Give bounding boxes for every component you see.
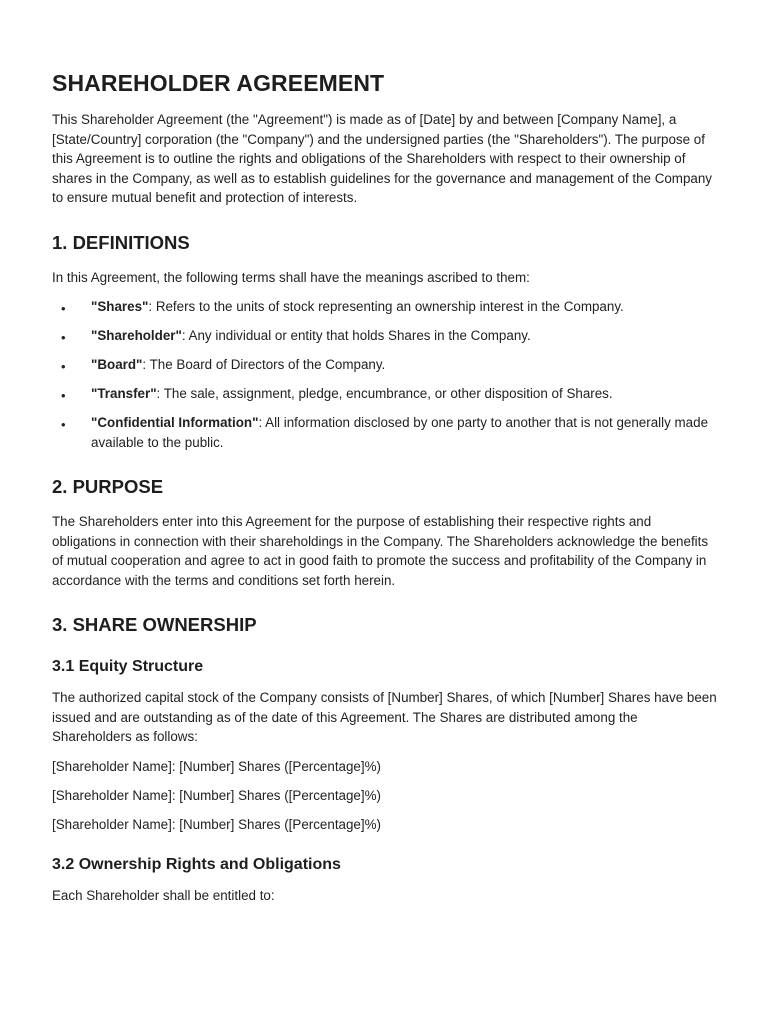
definition-term: "Confidential Information"	[91, 415, 259, 430]
equity-structure-heading: 3.1 Equity Structure	[52, 658, 204, 675]
share-ownership-section	[52, 614, 718, 906]
definitions-section	[52, 232, 718, 453]
definitions-heading: 1. DEFINITIONS	[52, 231, 190, 253]
bullet-icon: •	[61, 417, 66, 432]
bullet-icon: •	[61, 359, 66, 374]
definition-item	[52, 297, 718, 317]
definition-item	[52, 384, 718, 404]
intro-paragraph: This Shareholder Agreement (the "Agreement") is made as of [Date] by and between [Company Name], a [State/Country] corporation (the "Company") and the undersigned parties (the "Shareholders"). The purpose of this Agreement is to outline the rights and obligations of the Shareholders with respect to their ownership of shares in the Company, as well as to establish guidelines for the governance and management of the Company to ensure mutual benefit and protection of interests.	[52, 112, 712, 205]
definition-text: : Refers to the units of stock representing an ownership interest in the Company.	[148, 299, 624, 314]
definition-term: "Shares"	[91, 299, 149, 314]
document-title: SHAREHOLDER AGREEMENT	[52, 70, 385, 96]
ownership-rights-paragraph: Each Shareholder shall be entitled to:	[52, 888, 275, 903]
ownership-rights-heading: 3.2 Ownership Rights and Obligations	[52, 856, 341, 873]
definition-term: "Shareholder"	[91, 328, 182, 343]
bullet-icon: •	[61, 301, 66, 316]
definitions-list	[52, 297, 718, 452]
share-ownership-heading: 3. SHARE OWNERSHIP	[52, 614, 257, 635]
bullet-icon: •	[61, 388, 66, 403]
purpose-section	[52, 476, 718, 590]
definition-term: "Transfer"	[91, 386, 157, 401]
definition-item	[52, 326, 718, 346]
shareholder-line: [Shareholder Name]: [Number] Shares ([Percentage]%)	[52, 758, 381, 774]
equity-structure-subsection	[52, 658, 718, 834]
definition-text: : Any individual or entity that holds Shares in the Company.	[181, 328, 531, 343]
definition-item	[52, 413, 718, 452]
purpose-paragraph: The Shareholders enter into this Agreement for the purpose of establishing their respective rights and obligations in connection with their shareholdings in the Company. The Shareholders acknowledge the benefits of mutual cooperation and agree to act in good faith to promote the success and profitability of the Company in accordance with the terms and conditions set forth herein.	[52, 514, 709, 588]
equity-structure-paragraph: The authorized capital stock of the Company consists of [Number] Shares, of which [Number] Shares have been issued and are outstanding as of the date of this Agreement. The Shares are distributed among the Shareholders as follows:	[52, 690, 717, 744]
ownership-rights-subsection	[52, 856, 718, 906]
definition-text: : The Board of Directors of the Company.	[142, 357, 386, 372]
shareholder-line: [Shareholder Name]: [Number] Shares ([Percentage]%)	[52, 787, 381, 803]
shareholder-line: [Shareholder Name]: [Number] Shares ([Percentage]%)	[52, 816, 381, 832]
definition-text: : All information disclosed by one party to another that is not generally made available to the public.	[91, 415, 709, 450]
bullet-icon: •	[61, 330, 66, 345]
definition-item	[52, 355, 718, 375]
definition-term: "Board"	[91, 357, 143, 372]
definition-text: : The sale, assignment, pledge, encumbrance, or other disposition of Shares.	[156, 386, 613, 401]
definitions-lead: In this Agreement, the following terms shall have the meanings ascribed to them:	[52, 269, 530, 285]
purpose-heading: 2. PURPOSE	[52, 476, 164, 497]
